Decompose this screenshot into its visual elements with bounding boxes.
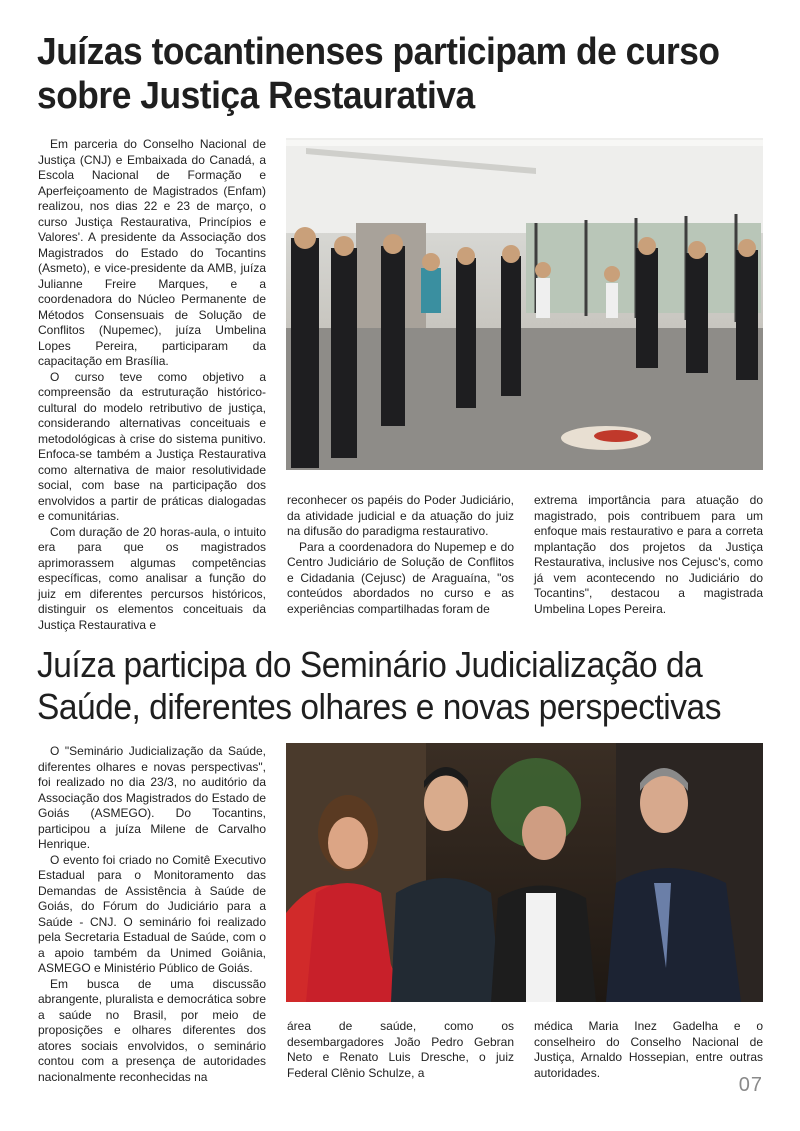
article-1-title: Juízas tocantinenses participam de curso sobre Justiça Restaurativa bbox=[37, 31, 720, 117]
article-1-column-3 bbox=[534, 493, 763, 617]
article-2-title: Juíza participa do Seminário Judicialização da Saúde, diferentes olhares e novas perspectivas bbox=[37, 644, 721, 727]
article-1-column-2 bbox=[287, 493, 514, 617]
article-2-column-1 bbox=[38, 744, 266, 1085]
page-number: 07 bbox=[738, 1074, 763, 1096]
article-2-column-3 bbox=[534, 1019, 763, 1081]
article-1-column-1 bbox=[38, 137, 266, 633]
paragraph: Em parceria do Conselho Nacional de Justiça (CNJ) e Embaixada do Canadá, a Escola Nacional de Formação e Aperfeiçoamento de Magistrados (Enfam) realizou, nos dias 22 e 23 de março, o curso Justiça Restaurativa, Princípios e Valores'. A presidente da Associação dos Magistrados do Estado do Tocantins (Asmeto), e vice-presidente da AMB, juíza Julianne Freire Marques, e a coordenadora do Núcleo Permanente de Métodos Consensuais de Solução de Conflitos (Nupemec), juíza Umbelina Lopes Pereira, participaram da capacitação em Brasília. bbox=[38, 137, 266, 368]
paragraph: O evento foi criado no Comitê Executivo Estadual para o Monitoramento das Demandas de Assistência à Saúde de Goiás, do Fórum do Judiciário para a Saúde - CNJ. O seminário foi realizado pela Secretaria Estadual de Saúde, com o a apoio também da Unimed Goiânia, ASMEGO e Ministério Público de Goiás. bbox=[38, 852, 266, 975]
paragraph: O curso teve como objetivo a compreensão da estruturação histórico-cultural do modelo retributivo de justiça, considerando alternativas conceituais e metodológicas à crise do sistema punitivo. Enfoca-se também a Justiça Restaurativa como alternativa de maior resolutividade social, com base na participação dos envolvidos a partir de práticas dialogadas e comunitárias. bbox=[38, 369, 266, 523]
paragraph: extrema importância para atuação do magistrado, pois contribuem para um enfoque mais restaurativo e para a correta mplantação dos projetos da Justiça Restaurativa, inclusive nos Cejusc's, como já vem acontecendo no Judiciário do Tocantins", destacou a magistrada Umbelina Lopes Pereira. bbox=[534, 493, 763, 616]
paragraph: médica Maria Inez Gadelha e o conselheiro do Conselho Nacional de Justiça, Arnaldo Hossepian, entre outras autoridades. bbox=[534, 1019, 763, 1080]
paragraph: reconhecer os papéis do Poder Judiciário, da atividade judicial e da atuação do juiz na difusão do paradigma restaurativo. bbox=[287, 493, 514, 538]
paragraph: área de saúde, como os desembargadores João Pedro Gebran Neto e Renato Luis Dresche, o juiz Federal Clênio Schulze, a bbox=[287, 1019, 514, 1080]
seminar-photo bbox=[286, 743, 763, 1002]
article-2-column-2 bbox=[287, 1019, 514, 1081]
course-group-photo bbox=[286, 138, 763, 470]
paragraph: Em busca de uma discussão abrangente, pluralista e democrática sobre a saúde no Brasil, por meio de proposições e olhares diferentes dos atores sociais envolvidos, o seminário contou com a presença de autoridades nacionalmente reconhecidas na bbox=[38, 976, 266, 1084]
paragraph: Com duração de 20 horas-aula, o intuito era para que os magistrados aprimorassem algumas competências específicas, como analisar a função do juiz em diferentes percursos históricos, distinguir os elementos conceituais da Justiça Restaurativa e bbox=[38, 524, 266, 632]
paragraph: O "Seminário Judicialização da Saúde, diferentes olhares e novas perspectivas", foi realizado no dia 23/3, no auditório da Associação dos Magistrados do Estado de Goiás (ASMEGO). Do Tocantins, participou a juíza Milene de Carvalho Henrique. bbox=[38, 744, 266, 851]
paragraph: Para a coordenadora do Nupemep e do Centro Judiciário de Solução de Conflitos e Cidadania (Cejusc) de Araguaína, "os conteúdos abordados no curso e as experiências compartilhadas foram de bbox=[287, 539, 514, 616]
